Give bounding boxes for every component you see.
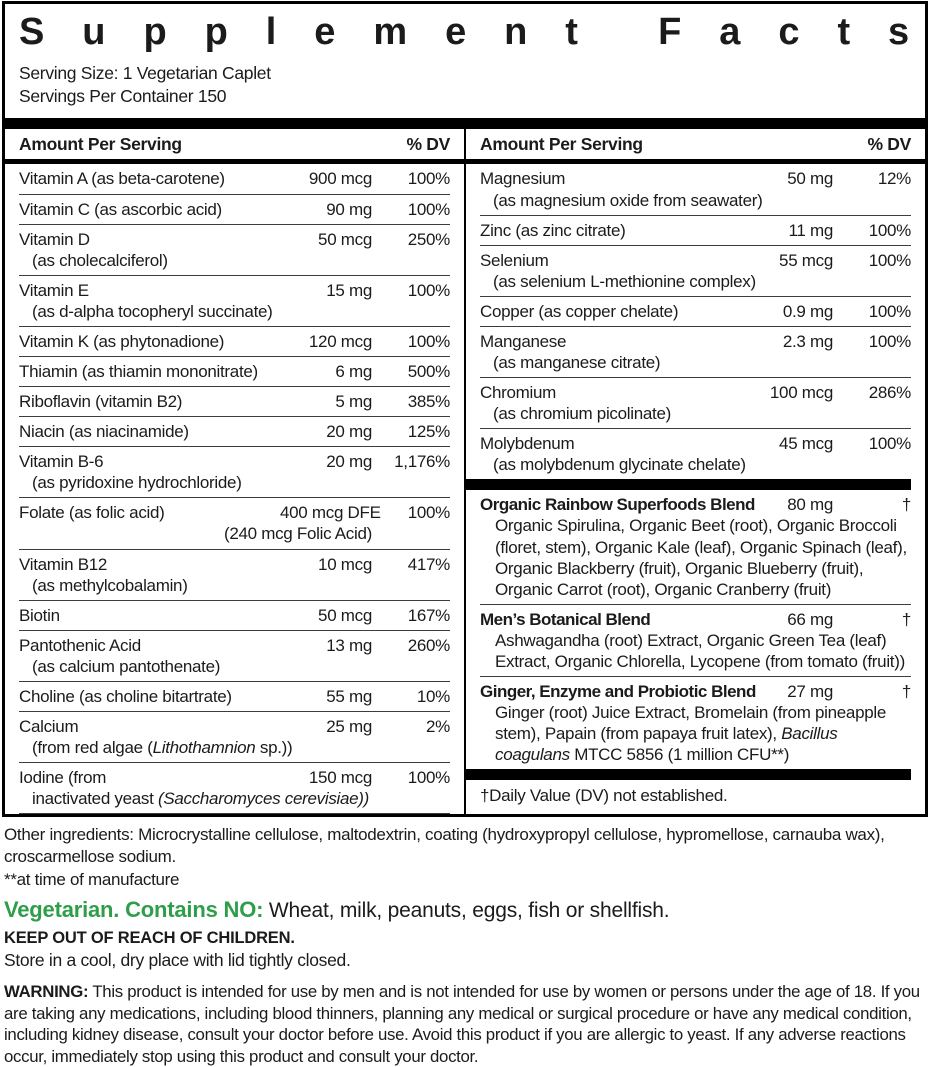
blend-row xyxy=(480,490,911,604)
title-char: F xyxy=(658,11,682,53)
nutrient-amount: 150 mcg xyxy=(308,768,372,788)
warning-rest: This product is intended for use by men and is not intended for use by women or persons under the age of 18. If you are taking any medications, including blood thinners, planning any medical or surgical procedure or have any medical condition, including kidney disease, consult your doctor before use. Avoid this product if you are allergic to yeast. If any adverse reactions occur, immediately stop using this product and consult your doctor. xyxy=(4,982,920,1066)
blend-ingredients xyxy=(480,702,911,765)
nutrient-dv: 12% xyxy=(877,169,911,189)
title-char: e xyxy=(314,11,336,53)
blend-row xyxy=(480,677,911,769)
warning-paragraph xyxy=(4,981,926,1067)
nutrient-row xyxy=(19,327,450,357)
vegetarian-lead: Vegetarian. Contains NO: xyxy=(4,897,264,923)
nutrient-amount: 20 mg xyxy=(326,422,372,442)
title-char: s xyxy=(888,11,909,53)
nutrient-line xyxy=(19,767,450,788)
text-part: (as d-alpha tocopheryl succinate) xyxy=(32,301,273,321)
nutrient-dv: 100% xyxy=(407,503,450,523)
nutrient-dv: 100% xyxy=(868,331,911,351)
nutrient-amount: 55 mg xyxy=(326,686,372,706)
nutrient-amount: 66 mg xyxy=(787,609,833,629)
nutrient-row xyxy=(19,550,450,601)
nutrient-row xyxy=(19,417,450,447)
nutrient-line xyxy=(480,681,911,702)
nutrient-row xyxy=(19,631,450,682)
nutrient-line xyxy=(480,220,911,241)
text-part: (Saccharomyces cerevisiae)) xyxy=(157,789,370,809)
nutrient-source xyxy=(19,656,450,677)
text-part: (as methylcobalamin) xyxy=(32,575,188,595)
blend-row xyxy=(480,605,911,677)
nutrient-amount: 120 mcg xyxy=(308,331,372,351)
nutrient-name: Zinc (as zinc citrate) xyxy=(480,220,626,240)
nutrient-name: Selenium xyxy=(480,250,549,270)
nutrient-name: Vitamin B-6 xyxy=(19,452,104,472)
text-part: (as magnesium oxide from seawater) xyxy=(493,190,763,210)
servings-per-container: Servings Per Container 150 xyxy=(19,86,227,107)
nutrient-dv: 100% xyxy=(868,434,911,454)
nutrient-dv: † xyxy=(901,609,911,629)
nutrient-amount: 10 mcg xyxy=(318,554,372,574)
vegetarian-rest: Wheat, milk, peanuts, eggs, fish or shellfish. xyxy=(263,899,670,923)
column-header-left xyxy=(5,129,464,164)
text-part: Ashwagandha (root) Extract, Organic Green Tea (leaf) Extract, Organic Chlorella, Lycopene (from tomato (fruit)) xyxy=(495,630,905,671)
nutrient-name: Pantothenic Acid xyxy=(19,635,141,655)
nutrient-name: Iodine (from xyxy=(19,768,107,788)
text-part: sp.)) xyxy=(255,738,293,758)
nutrient-line xyxy=(480,433,911,454)
nutrient-dv: 10% xyxy=(416,686,450,706)
nutrient-row xyxy=(19,712,450,763)
nutrient-name: Choline (as choline bitartrate) xyxy=(19,686,232,706)
text-part: (as cholecalciferol) xyxy=(32,250,168,270)
nutrient-name: Ginger, Enzyme and Probiotic Blend xyxy=(480,681,756,701)
nutrient-name: Organic Rainbow Superfoods Blend xyxy=(480,495,755,515)
title-char: S xyxy=(19,11,45,53)
nutrient-row xyxy=(480,297,911,327)
dv-header: % DV xyxy=(867,134,911,155)
text-part: Ginger (root) Juice Extract, Bromelain (from pineapple stem), Papain (from papaya fruit latex), xyxy=(495,703,887,744)
nutrient-dv: 100% xyxy=(407,768,450,788)
nutrient-name: Biotin xyxy=(19,605,60,625)
nutrient-row xyxy=(19,225,450,276)
nutrient-source xyxy=(19,575,450,596)
nutrient-source xyxy=(480,271,911,292)
nutrient-name: Riboflavin (vitamin B2) xyxy=(19,392,183,412)
nutrient-line xyxy=(19,199,450,220)
nutrient-amount-line2: (240 mcg Folic Acid) xyxy=(224,524,372,544)
text-part: (from red algae ( xyxy=(32,738,153,758)
nutrient-dv: 260% xyxy=(407,635,450,655)
keep-out-warning: KEEP OUT OF REACH OF CHILDREN. xyxy=(4,929,295,948)
nutrient-amount: 90 mg xyxy=(326,199,372,219)
nutrient-name: Molybdenum xyxy=(480,434,575,454)
nutrient-amount: 5 mg xyxy=(335,392,372,412)
nutrient-source xyxy=(19,250,450,271)
warning-lead: WARNING: xyxy=(4,982,89,1002)
nutrient-line xyxy=(480,494,911,515)
nutrient-row xyxy=(480,327,911,378)
nutrient-dv: 167% xyxy=(407,605,450,625)
title-char: n xyxy=(504,11,528,53)
text-part: (as pyridoxine hydrochloride) xyxy=(32,473,242,493)
thick-divider-bar xyxy=(5,118,925,129)
nutrient-amount: 80 mg xyxy=(787,495,833,515)
title-char: u xyxy=(82,11,106,53)
nutrient-dv: 125% xyxy=(407,422,450,442)
nutrient-dv: 100% xyxy=(868,250,911,270)
nutrient-dv: 385% xyxy=(407,392,450,412)
nutrient-dv: † xyxy=(901,681,911,701)
serving-size: Serving Size: 1 Vegetarian Caplet xyxy=(19,62,271,83)
text-part: Organic Spirulina, Organic Beet (root), Organic Broccoli (floret, stem), Organic Kale (leaf), Organic Spinach (leaf), Organic Blackberry (fruit), Organic Blueberry (fruit), Organic Carrot (root), Organic Cranberry (fruit) xyxy=(495,516,907,599)
nutrient-line xyxy=(19,635,450,656)
dv-footnote: †Daily Value (DV) not established. xyxy=(480,786,728,806)
blend-ingredients xyxy=(480,630,911,672)
nutrient-name: Vitamin E xyxy=(19,280,89,300)
nutrient-row xyxy=(480,164,911,215)
title-char: t xyxy=(837,11,850,53)
supplement-facts-title xyxy=(5,4,925,53)
serving-info xyxy=(5,53,925,119)
nutrient-source xyxy=(480,190,911,211)
nutrient-amount: 900 mcg xyxy=(308,169,372,189)
title-char: c xyxy=(778,11,800,53)
nutrient-line xyxy=(19,229,450,250)
nutrient-name: Calcium xyxy=(19,716,79,736)
vegetarian-statement xyxy=(4,897,926,923)
nutrient-amount: 45 mcg xyxy=(779,434,833,454)
nutrients-column-right xyxy=(466,129,925,814)
nutrient-row xyxy=(480,378,911,429)
nutrient-line xyxy=(19,331,450,352)
supplement-facts-panel xyxy=(2,1,928,817)
nutrient-amount: 20 mg xyxy=(326,452,372,472)
nutrient-name: Chromium xyxy=(480,383,557,403)
nutrient-source xyxy=(19,301,450,322)
title-char: t xyxy=(565,11,578,53)
nutrient-name: Vitamin C (as ascorbic acid) xyxy=(19,199,222,219)
nutrient-dv: 100% xyxy=(407,199,450,219)
nutrient-amount: 0.9 mg xyxy=(782,301,833,321)
nutrient-row xyxy=(19,276,450,327)
nutrient-name: Vitamin D xyxy=(19,229,90,249)
section-divider-bar xyxy=(466,479,911,490)
amount-per-serving-header: Amount Per Serving xyxy=(480,134,643,155)
nutrient-amount: 27 mg xyxy=(787,681,833,701)
nutrient-dv: 100% xyxy=(407,280,450,300)
nutrient-amount: 50 mcg xyxy=(318,229,372,249)
blend-ingredients xyxy=(480,515,911,599)
nutrient-name: Magnesium xyxy=(480,169,566,189)
manufacture-note: **at time of manufacture xyxy=(4,870,180,890)
nutrient-row xyxy=(480,216,911,246)
nutrient-source xyxy=(19,788,450,809)
nutrient-source xyxy=(480,454,911,475)
nutrient-name: Niacin (as niacinamide) xyxy=(19,422,189,442)
nutrient-row xyxy=(480,246,911,297)
nutrient-row xyxy=(19,164,450,194)
nutrient-line xyxy=(480,250,911,271)
nutrient-line xyxy=(19,605,450,626)
section-divider-bar xyxy=(466,769,911,780)
nutrient-source xyxy=(19,472,450,493)
nutrient-line xyxy=(19,716,450,737)
nutrient-dv: 1,176% xyxy=(394,452,450,472)
nutrient-dv: 286% xyxy=(868,383,911,403)
nutrient-line xyxy=(480,609,911,630)
nutrient-amount: 25 mg xyxy=(326,716,372,736)
nutrient-row xyxy=(19,387,450,417)
nutrient-columns xyxy=(5,129,925,814)
amount-per-serving-header: Amount Per Serving xyxy=(19,134,182,155)
title-char: m xyxy=(373,11,407,53)
text-part: (as calcium pantothenate) xyxy=(32,656,221,676)
nutrient-dv: 100% xyxy=(407,169,450,189)
title-char: p xyxy=(204,11,228,53)
nutrient-name: Vitamin B12 xyxy=(19,554,108,574)
text-part: (as selenium L-methionine complex) xyxy=(493,271,756,291)
nutrient-source xyxy=(19,737,450,758)
column-header-right xyxy=(466,129,925,164)
nutrient-name: Vitamin K (as phytonadione) xyxy=(19,331,225,351)
nutrient-line xyxy=(480,168,911,189)
nutrient-name: Manganese xyxy=(480,331,567,351)
nutrient-dv: 100% xyxy=(868,220,911,240)
nutrient-dv: 500% xyxy=(407,361,450,381)
nutrient-amount: 13 mg xyxy=(326,635,372,655)
nutrient-amount: 100 mcg xyxy=(769,383,833,403)
nutrient-row xyxy=(19,447,450,498)
storage-instructions: Store in a cool, dry place with lid tightly closed. xyxy=(4,950,351,971)
text-part: Bacillus coagulans xyxy=(495,724,838,765)
nutrient-row xyxy=(19,682,450,712)
nutrient-source xyxy=(480,403,911,424)
nutrient-row xyxy=(19,195,450,225)
nutrient-dv: 100% xyxy=(407,331,450,351)
nutrient-name: Men’s Botanical Blend xyxy=(480,609,651,629)
nutrient-amount: 50 mcg xyxy=(318,605,372,625)
nutrient-line xyxy=(19,391,450,412)
other-ingredients-text: Other ingredients: Microcrystalline cellulose, maltodextrin, coating (hydroxypropyl cellulose, hypromellose, carnauba wax), croscarmellose sodium. xyxy=(4,825,885,867)
title-char: l xyxy=(265,11,277,53)
text-part: (as manganese citrate) xyxy=(493,352,661,372)
nutrient-name: Vitamin A (as beta-carotene) xyxy=(19,169,225,189)
text-part: (as chromium picolinate) xyxy=(493,404,671,424)
nutrient-line xyxy=(19,502,450,523)
nutrient-amount: 11 mg xyxy=(788,220,833,240)
nutrient-amount: 55 mcg xyxy=(779,250,833,270)
nutrient-line xyxy=(19,361,450,382)
nutrient-row xyxy=(19,357,450,387)
nutrient-row xyxy=(19,763,450,814)
nutrient-name: Copper (as copper chelate) xyxy=(480,301,679,321)
nutrient-row xyxy=(19,601,450,631)
nutrient-amount: 50 mg xyxy=(787,169,833,189)
nutrient-row xyxy=(480,429,911,479)
nutrient-line xyxy=(480,331,911,352)
nutrient-dv: † xyxy=(901,495,911,515)
nutrient-line xyxy=(480,301,911,322)
dv-header: % DV xyxy=(406,134,450,155)
nutrient-dv: 100% xyxy=(868,301,911,321)
text-part: (as molybdenum glycinate chelate) xyxy=(493,455,746,475)
nutrient-line xyxy=(19,168,450,189)
title-char: p xyxy=(143,11,167,53)
text-part: inactivated yeast xyxy=(32,789,158,809)
nutrient-amount: 15 mg xyxy=(326,280,372,300)
nutrient-name: Folate (as folic acid) xyxy=(19,503,165,523)
nutrient-amount: 6 mg xyxy=(335,361,372,381)
nutrient-dv: 2% xyxy=(426,716,450,736)
title-char: e xyxy=(445,11,466,53)
nutrient-dv: 417% xyxy=(407,554,450,574)
text-part: MTCC 5856 (1 million CFU**) xyxy=(569,745,790,765)
nutrient-dv: 250% xyxy=(407,229,450,249)
nutrient-line xyxy=(19,421,450,442)
nutrient-line xyxy=(480,382,911,403)
nutrient-row xyxy=(19,498,450,549)
nutrient-line xyxy=(19,554,450,575)
nutrients-column-left xyxy=(5,129,466,814)
nutrient-amount: 2.3 mg xyxy=(782,331,833,351)
title-char: a xyxy=(719,11,741,53)
nutrient-line xyxy=(19,280,450,301)
label-footer xyxy=(2,817,928,1067)
nutrient-amount: 400 mcg DFE xyxy=(280,503,381,523)
nutrient-source xyxy=(480,352,911,373)
nutrient-name: Thiamin (as thiamin mononitrate) xyxy=(19,361,258,381)
nutrient-line xyxy=(19,451,450,472)
text-part: Lithothamnion xyxy=(152,738,256,758)
nutrient-line xyxy=(19,686,450,707)
